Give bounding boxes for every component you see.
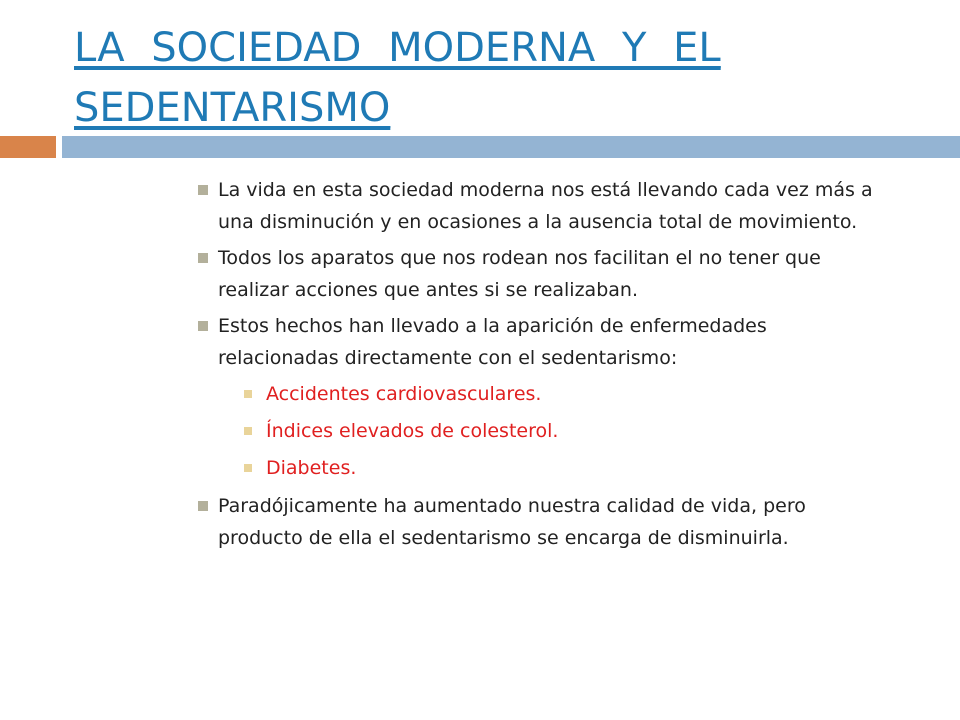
bullet-item [196,310,886,484]
accent-bar [0,136,56,158]
square-sub-bullet-icon [244,390,252,398]
square-sub-bullet-icon [244,464,252,472]
square-bullet-icon [198,321,208,331]
bullet-text: Paradójicamente ha aumentado nuestra calidad de vida, pero producto de ella el sedentarismo se encarga de disminuirla. [218,495,806,549]
header-bar [62,136,960,158]
sub-bullet-list [218,378,886,484]
bullet-item [196,242,886,306]
slide-title [74,18,894,138]
bullet-item [196,490,886,554]
sub-bullet-item [218,415,886,447]
bullet-text: Todos los aparatos que nos rodean nos facilitan el no tener que realizar acciones que antes si se realizaban. [218,247,821,301]
sub-bullet-text: Diabetes. [266,457,357,479]
square-sub-bullet-icon [244,427,252,435]
square-bullet-icon [198,253,208,263]
square-bullet-icon [198,501,208,511]
slide-title-link[interactable]: LA SOCIEDAD MODERNA Y EL SEDENTARISMO [74,25,721,131]
sub-bullet-text: Accidentes cardiovasculares. [266,383,542,405]
bullet-text: La vida en esta sociedad moderna nos está llevando cada vez más a una disminución y en ocasiones a la ausencia total de movimiento. [218,179,873,233]
sub-bullet-item [218,378,886,410]
bullet-item [196,174,886,238]
bullet-text: Estos hechos han llevado a la aparición de enfermedades relacionadas directamente con el sedentarismo: [218,315,767,369]
sub-bullet-text: Índices elevados de colesterol. [266,420,559,442]
square-bullet-icon [198,185,208,195]
sub-bullet-item [218,452,886,484]
bullet-list [196,174,886,558]
